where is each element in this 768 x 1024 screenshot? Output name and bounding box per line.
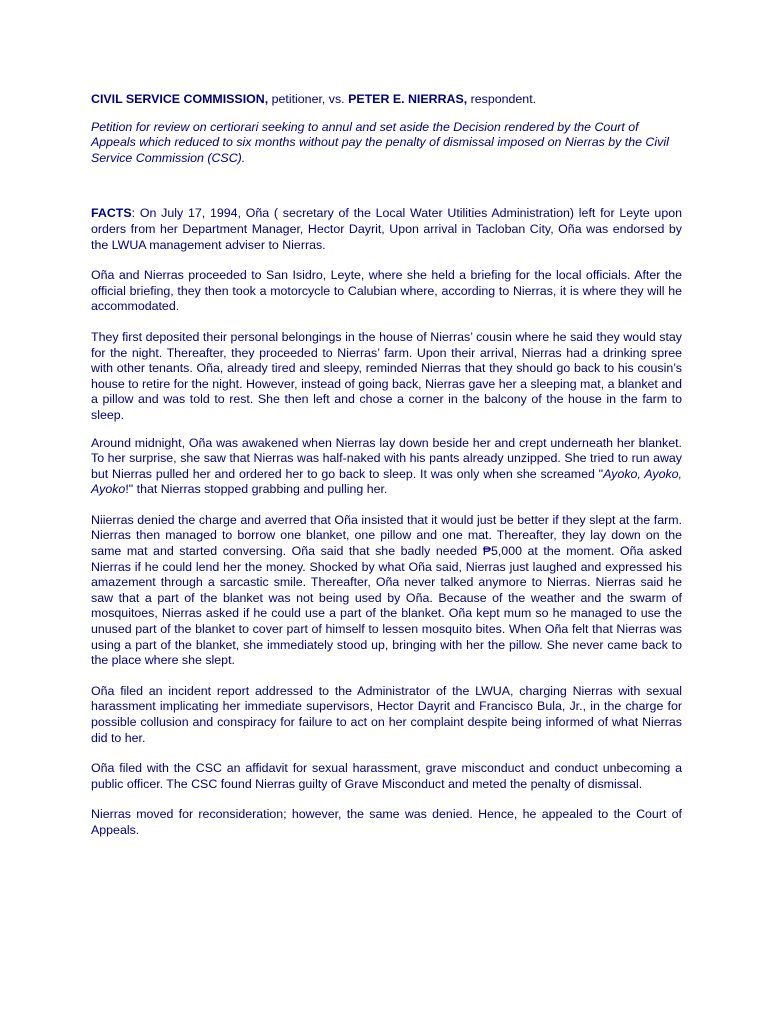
facts-paragraph-4-text-a: Around midnight, Oña was awakened when Nierras lay down beside her and crept underneath her blanket. To her surprise, she saw that Nierras was half-naked with his pants already unzipped. She tried to run away but Nierras pulled her and ordered her to go back to sleep. It was only when she screamed " [91,435,682,481]
facts-paragraph-1-text: : On July 17, 1994, Oña ( secretary of the Local Water Utilities Administration) left for Leyte upon orders from her Department Manager, Hector Dayrit, Upon arrival in Tacloban City, Oña was endorsed by the LWUA management adviser to Nierras. [91,206,682,252]
facts-paragraph-1 [91,206,682,253]
petitioner-name: CIVIL SERVICE COMMISSION, [91,92,269,106]
facts-paragraph-3: They first deposited their personal belongings in the house of Nierras’ cousin where he said they would stay for the night. Thereafter, they proceeded to Nierras’ farm. Upon their arrival, Nierras had a drinking spree with other tenants. Oña, already tired and sleepy, reminded Nierras that they should go back to his cousin’s house to retire for the night. However, instead of going back, Nierras gave her a sleeping mat, a blanket and a pillow and was told to rest. She then left and chose a corner in the balcony of the house in the farm to sleep. [91,329,682,422]
facts-paragraph-2: Oña and Nierras proceeded to San Isidro, Leyte, where she held a briefing for the local officials. After the official briefing, they then took a motorcycle to Calubian where, according to Nierras, it is where they will he accommodated. [91,268,682,314]
case-title [91,92,682,108]
case-summary: Petition for review on certiorari seeking to annul and set aside the Decision rendered by the Court of Appeals which reduced to six months without pay the penalty of dismissal imposed on Nierras by the Civil Service Commission (CSC). [91,119,669,165]
facts-paragraph-7: Oña filed with the CSC an affidavit for sexual harassment, grave misconduct and conduct unbecoming a public officer. The CSC found Nierras guilty of Grave Misconduct and meted the penalty of dismissal. [91,761,682,791]
petitioner-role: petitioner, vs. [268,92,349,106]
respondent-role: respondent. [467,92,537,106]
facts-paragraph-8: Nierras moved for reconsideration; however, the same was denied. Hence, he appealed to the Court of Appeals. [91,807,682,837]
facts-paragraph-4-text-b: !" that Nierras stopped grabbing and pulling her. [125,482,388,497]
facts-paragraph-4-quote: Ayoko, Ayoko, Ayoko [91,466,683,497]
facts-paragraph-5: Niierras denied the charge and averred that Oña insisted that it would just be better if they slept at the farm. Nierras then managed to borrow one blanket, one pillow and one mat. Thereafter, they lay down on the same mat and started conversing. Oña said that she badly needed ₱5,000 at the moment. Oña asked Nierras if he could lend her the money. Shocked by what Oña said, Nierras just laughed and expressed his amazement through a sarcastic smile. Thereafter, Oña never talked anymore to Nierras. Nierras said he saw that a part of the blanket was not being used by Oña. Because of the weather and the swarm of mosquitoes, Nierras asked if he could use a part of the blanket. Oña kept mum so he managed to use the unused part of the blanket to cover part of himself to lessen mosquito bites. When Oña felt that Nierras was using a part of the blanket, she immediately stood up, bringing with her the pillow. She never came back to the place where she slept. [91,512,682,668]
facts-heading: FACTS [91,206,132,221]
respondent-name: PETER E. NIERRAS, [348,92,468,106]
facts-paragraph-6: Oña filed an incident report addressed to the Administrator of the LWUA, charging Nierras with sexual harassment implicating her immediate supervisors, Hector Dayrit and Francisco Bula, Jr., in the charge for possible collusion and conspiracy for failure to act on her complaint despite being informed of what Nierras did to her. [91,683,682,745]
facts-paragraph-4 [91,436,682,498]
